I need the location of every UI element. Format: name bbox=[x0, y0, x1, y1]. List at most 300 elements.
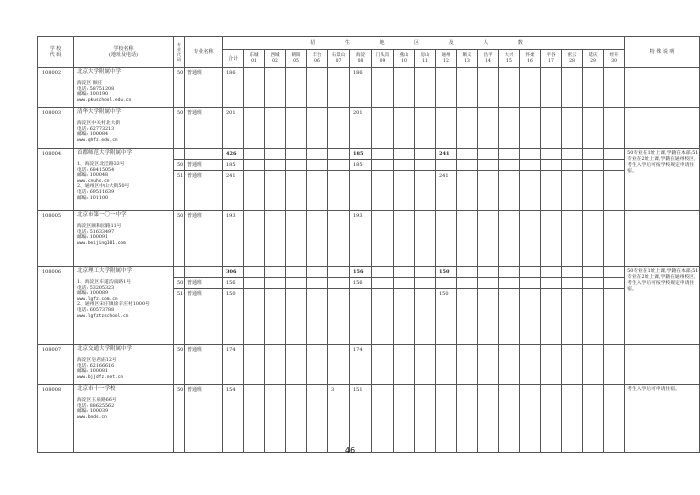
region-count-mentougou bbox=[372, 108, 394, 149]
region-name: 石景山 bbox=[331, 53, 346, 58]
major-code: 50 bbox=[174, 160, 185, 171]
col-region-28 bbox=[562, 50, 583, 68]
region-count-fangshan bbox=[415, 149, 436, 160]
region-count-dongcheng bbox=[244, 211, 265, 267]
region-count-daxing bbox=[499, 345, 520, 385]
region-count-shijingshan bbox=[328, 160, 350, 171]
col-total: 合计 bbox=[223, 50, 244, 68]
region-count-yanshan bbox=[394, 108, 415, 149]
region-count-yanshan bbox=[394, 345, 415, 385]
region-count-pinggu bbox=[541, 289, 562, 345]
region-count-mentougou bbox=[372, 149, 394, 160]
school-website[interactable]: www.bjjdfz.net.cn bbox=[77, 374, 124, 380]
col-region-02 bbox=[265, 50, 286, 68]
region-count-yanshan bbox=[394, 289, 415, 345]
school-info-line: 电话: 58751208 bbox=[77, 86, 115, 92]
col-region-09 bbox=[372, 50, 394, 68]
region-count-fengtai bbox=[307, 289, 328, 345]
region-count-fengtai bbox=[307, 160, 328, 171]
region-count-haidian: 156 bbox=[350, 278, 372, 289]
school-info-line: 海淀区颐和园路11号 bbox=[77, 224, 122, 229]
region-code: 08 bbox=[357, 58, 364, 64]
region-name: 海淀 bbox=[356, 53, 365, 58]
region-count-jingkai bbox=[604, 108, 625, 149]
region-count-huairou bbox=[520, 267, 541, 278]
region-count-shijingshan bbox=[328, 171, 350, 211]
region-count-changping bbox=[478, 211, 499, 267]
region-name: 顺义 bbox=[462, 53, 472, 58]
region-count-shunyi bbox=[457, 160, 478, 171]
school-info-line: 2、通州区宋庄镇徐辛庄村1000号 bbox=[77, 302, 150, 308]
region-count-xicheng bbox=[265, 68, 286, 108]
region-code: 01 bbox=[251, 58, 257, 64]
region-count-tongzhou bbox=[436, 345, 457, 385]
region-count-fengtai bbox=[307, 267, 328, 278]
region-count-miyun bbox=[562, 149, 583, 160]
col-region-29 bbox=[583, 50, 604, 68]
region-count-huairou bbox=[520, 149, 541, 160]
region-count-fangshan bbox=[415, 211, 436, 267]
school-name-cell bbox=[74, 149, 174, 211]
region-count-jingkai bbox=[604, 211, 625, 267]
region-code: 15 bbox=[506, 58, 512, 64]
school-info-line: 邮编: 100039 bbox=[77, 409, 109, 415]
region-count-changping bbox=[478, 160, 499, 171]
region-count-shunyi bbox=[457, 345, 478, 385]
school-name: 北京市十一学校 bbox=[77, 386, 116, 392]
region-count-dongcheng bbox=[244, 345, 265, 385]
special-note bbox=[625, 345, 700, 385]
region-code: 07 bbox=[335, 58, 342, 64]
region-count-yanqing bbox=[583, 289, 604, 345]
region-count-yanshan bbox=[394, 160, 415, 171]
school-name: 北京市第一〇一中学 bbox=[77, 212, 127, 218]
region-count-daxing bbox=[499, 289, 520, 345]
region-count-tongzhou bbox=[436, 108, 457, 149]
region-count-xicheng bbox=[265, 278, 286, 289]
major-name: 普通班 bbox=[185, 211, 223, 267]
school-name: 首都师范大学附属中学 bbox=[77, 150, 133, 156]
region-code: 12 bbox=[443, 58, 449, 64]
region-count-shunyi bbox=[457, 68, 478, 108]
special-note bbox=[625, 108, 700, 149]
region-count-jingkai bbox=[604, 171, 625, 211]
region-name: 怀柔 bbox=[525, 53, 535, 58]
region-code: 06 bbox=[314, 58, 320, 64]
region-name: 密云 bbox=[567, 53, 577, 58]
region-count-jingkai bbox=[604, 68, 625, 108]
region-count-jingkai bbox=[604, 149, 625, 160]
school-code: 108004 bbox=[38, 149, 74, 211]
total-count: 185 bbox=[223, 160, 244, 171]
region-count-chaoyang bbox=[286, 267, 307, 278]
region-count-pinggu bbox=[541, 267, 562, 278]
region-count-dongcheng bbox=[244, 278, 265, 289]
region-count-haidian: 151 bbox=[350, 385, 372, 453]
region-count-yanshan bbox=[394, 211, 415, 267]
region-count-yanshan bbox=[394, 267, 415, 278]
col-region-06 bbox=[307, 50, 328, 68]
table-row bbox=[38, 345, 700, 385]
region-count-yanshan bbox=[394, 385, 415, 453]
region-count-shunyi bbox=[457, 149, 478, 160]
region-count-fangshan bbox=[415, 289, 436, 345]
school-website[interactable]: www.cnuhs.cn bbox=[77, 178, 110, 184]
region-count-fengtai bbox=[307, 108, 328, 149]
region-code: 09 bbox=[379, 58, 386, 64]
col-major-code: 专业代码 bbox=[174, 37, 185, 68]
region-count-fengtai bbox=[307, 171, 328, 211]
region-count-pinggu bbox=[541, 149, 562, 160]
region-count-daxing bbox=[499, 278, 520, 289]
col-region-15 bbox=[499, 50, 520, 68]
school-code: 108006 bbox=[38, 267, 74, 345]
special-note bbox=[625, 68, 700, 108]
school-info-line: 1、海淀区北洼路33号 bbox=[77, 162, 125, 167]
school-name-cell bbox=[74, 108, 174, 149]
region-count-miyun bbox=[562, 68, 583, 108]
major-code bbox=[174, 267, 185, 278]
school-website[interactable]: www.pkuschool.edu.cn bbox=[77, 97, 132, 103]
special-note: 考生入学后可申请住宿。 bbox=[625, 385, 700, 453]
region-count-tongzhou bbox=[436, 385, 457, 453]
region-count-chaoyang bbox=[286, 385, 307, 453]
total-count: 174 bbox=[223, 345, 244, 385]
region-count-daxing bbox=[499, 108, 520, 149]
region-count-chaoyang bbox=[286, 68, 307, 108]
region-count-daxing bbox=[499, 149, 520, 160]
page-number: 46 bbox=[344, 446, 356, 455]
region-count-changping bbox=[478, 171, 499, 211]
region-count-haidian: 193 bbox=[350, 211, 372, 267]
region-count-huairou bbox=[520, 211, 541, 267]
region-count-miyun bbox=[562, 171, 583, 211]
region-count-chaoyang bbox=[286, 149, 307, 160]
major-code bbox=[174, 149, 185, 160]
region-count-miyun bbox=[562, 211, 583, 267]
region-count-yanqing bbox=[583, 160, 604, 171]
major-code: 51 bbox=[174, 289, 185, 345]
school-website[interactable]: www.lgfztzschool.cn bbox=[77, 313, 129, 319]
school-info-line: 海淀区中关村北大街 bbox=[77, 121, 121, 126]
region-count-mentougou bbox=[372, 211, 394, 267]
table-row bbox=[38, 149, 700, 160]
region-count-shijingshan: 3 bbox=[328, 385, 350, 453]
col-region-01 bbox=[244, 50, 265, 68]
region-count-chaoyang bbox=[286, 278, 307, 289]
region-code: 02 bbox=[272, 58, 278, 64]
major-name: 普通班 bbox=[185, 108, 223, 149]
region-count-fengtai bbox=[307, 211, 328, 267]
region-count-fangshan bbox=[415, 278, 436, 289]
region-count-shunyi bbox=[457, 267, 478, 278]
region-count-miyun bbox=[562, 160, 583, 171]
region-count-miyun bbox=[562, 278, 583, 289]
total-count: 201 bbox=[223, 108, 244, 149]
region-count-pinggu bbox=[541, 171, 562, 211]
region-count-jingkai bbox=[604, 160, 625, 171]
region-count-fengtai bbox=[307, 68, 328, 108]
region-count-yanshan bbox=[394, 68, 415, 108]
col-region-16 bbox=[520, 50, 541, 68]
region-name: 西城 bbox=[270, 53, 280, 58]
region-count-fangshan bbox=[415, 68, 436, 108]
region-count-pinggu bbox=[541, 385, 562, 453]
region-count-fengtai bbox=[307, 278, 328, 289]
region-count-jingkai bbox=[604, 289, 625, 345]
region-code: 30 bbox=[611, 58, 617, 64]
region-count-pinggu bbox=[541, 108, 562, 149]
school-code: 108002 bbox=[38, 68, 74, 108]
region-count-daxing bbox=[499, 211, 520, 267]
col-region-07 bbox=[328, 50, 350, 68]
major-name: 普通班 bbox=[185, 171, 223, 211]
region-count-chaoyang bbox=[286, 211, 307, 267]
major-code: 51 bbox=[174, 171, 185, 211]
region-count-dongcheng bbox=[244, 267, 265, 278]
major-code: 50 bbox=[174, 345, 185, 385]
region-count-fangshan bbox=[415, 267, 436, 278]
region-name: 经开 bbox=[609, 53, 619, 58]
region-count-chaoyang bbox=[286, 345, 307, 385]
region-count-xicheng bbox=[265, 267, 286, 278]
school-info-line: 电话: 88625562 bbox=[77, 403, 115, 409]
region-count-xicheng bbox=[265, 211, 286, 267]
major-code: 50 bbox=[174, 68, 185, 108]
col-school-code: 学 校 代 码 bbox=[38, 37, 74, 68]
school-info-line: 海淀区皂君庙12号 bbox=[77, 358, 117, 363]
region-count-mentougou bbox=[372, 68, 394, 108]
region-count-daxing bbox=[499, 160, 520, 171]
region-count-shunyi bbox=[457, 171, 478, 211]
school-info-line: 海淀区 颐庄 bbox=[77, 81, 103, 86]
region-count-shunyi bbox=[457, 289, 478, 345]
region-count-dongcheng bbox=[244, 149, 265, 160]
region-count-chaoyang bbox=[286, 289, 307, 345]
region-count-mentougou bbox=[372, 160, 394, 171]
region-count-chaoyang bbox=[286, 160, 307, 171]
special-note: 50专业在1址上课,学籍在本部;51专业在2址上课,学籍在通州校区,考生入学后可按学校规定申请住宿。 bbox=[625, 149, 700, 211]
major-code: 50 bbox=[174, 278, 185, 289]
col-special-note: 特 殊 说 明 bbox=[625, 37, 700, 68]
col-region-group: 招 生 地 区 及 人 数 bbox=[223, 37, 625, 50]
school-name-cell bbox=[74, 68, 174, 108]
region-name: 通州 bbox=[441, 53, 451, 58]
region-count-haidian: 174 bbox=[350, 345, 372, 385]
school-info-line: 邮编: 100091 bbox=[77, 235, 109, 241]
school-website[interactable]: www.bnds.cn bbox=[77, 414, 107, 420]
region-count-haidian bbox=[350, 289, 372, 345]
region-code: 28 bbox=[569, 58, 575, 64]
enrollment-table bbox=[37, 36, 700, 453]
col-school-name: 学校名称 (地址及电话) bbox=[74, 37, 174, 68]
total-count: 154 bbox=[223, 385, 244, 453]
school-info-line: 邮编: 100048 bbox=[77, 173, 109, 179]
school-code: 108007 bbox=[38, 345, 74, 385]
major-code: 50 bbox=[174, 211, 185, 267]
table-row bbox=[38, 267, 700, 278]
region-count-changping bbox=[478, 68, 499, 108]
region-count-dongcheng bbox=[244, 68, 265, 108]
region-count-huairou bbox=[520, 160, 541, 171]
school-info-line: 邮编: 100081 bbox=[77, 369, 109, 375]
school-info-line: 1、海淀区车道沟南路1号 bbox=[77, 280, 132, 285]
region-count-yanshan bbox=[394, 149, 415, 160]
region-count-changping bbox=[478, 345, 499, 385]
region-count-huairou bbox=[520, 171, 541, 211]
col-region-12 bbox=[436, 50, 457, 68]
region-count-huairou bbox=[520, 68, 541, 108]
region-count-mentougou bbox=[372, 278, 394, 289]
table-row bbox=[38, 385, 700, 453]
school-info-line: 电话: 62773213 bbox=[77, 126, 115, 132]
col-major-name: 专业名称 bbox=[185, 37, 223, 68]
region-count-huairou bbox=[520, 345, 541, 385]
region-count-shijingshan bbox=[328, 68, 350, 108]
school-name: 北京理工大学附属中学 bbox=[77, 268, 133, 274]
region-count-shunyi bbox=[457, 108, 478, 149]
region-count-changping bbox=[478, 278, 499, 289]
region-name: 燕山 bbox=[399, 53, 409, 58]
region-count-xicheng bbox=[265, 149, 286, 160]
region-count-chaoyang bbox=[286, 108, 307, 149]
region-count-yanqing bbox=[583, 149, 604, 160]
total-count: 241 bbox=[223, 171, 244, 211]
region-name: 朝阳 bbox=[291, 53, 301, 58]
region-count-dongcheng bbox=[244, 108, 265, 149]
region-count-dongcheng bbox=[244, 385, 265, 453]
region-code: 17 bbox=[548, 58, 554, 64]
region-count-yanqing bbox=[583, 385, 604, 453]
major-name: 普通班 bbox=[185, 345, 223, 385]
region-count-yanqing bbox=[583, 68, 604, 108]
school-name: 清华大学附属中学 bbox=[77, 109, 122, 115]
school-info-line: 邮编: 100089 bbox=[77, 291, 109, 297]
region-count-mentougou bbox=[372, 267, 394, 278]
region-count-xicheng bbox=[265, 385, 286, 453]
school-code: 108008 bbox=[38, 385, 74, 453]
region-count-dongcheng bbox=[244, 160, 265, 171]
region-count-yanqing bbox=[583, 108, 604, 149]
school-info-line: 邮编: 101100 bbox=[77, 195, 109, 201]
school-website[interactable]: www.beijing101.com bbox=[77, 240, 126, 246]
region-count-shijingshan bbox=[328, 267, 350, 278]
region-count-miyun bbox=[562, 385, 583, 453]
region-code: 11 bbox=[422, 58, 428, 64]
region-count-yanshan bbox=[394, 278, 415, 289]
region-count-pinggu bbox=[541, 345, 562, 385]
region-count-haidian: 185 bbox=[350, 160, 372, 171]
major-name: 普通班 bbox=[185, 289, 223, 345]
total-count: 193 bbox=[223, 211, 244, 267]
col-region-05 bbox=[286, 50, 307, 68]
region-name: 延庆 bbox=[588, 53, 598, 58]
region-count-shijingshan bbox=[328, 211, 350, 267]
total-count: 156 bbox=[223, 278, 244, 289]
region-count-xicheng bbox=[265, 345, 286, 385]
region-count-changping bbox=[478, 289, 499, 345]
region-name: 丰台 bbox=[312, 53, 322, 58]
school-info-line: 电话: 53205323 bbox=[77, 285, 115, 291]
region-count-miyun bbox=[562, 289, 583, 345]
region-code: 14 bbox=[485, 58, 491, 64]
region-count-xicheng bbox=[265, 160, 286, 171]
major-name: 普通班 bbox=[185, 278, 223, 289]
region-count-haidian: 201 bbox=[350, 108, 372, 149]
school-info-line: 电话: 69511639 bbox=[77, 189, 115, 195]
school-website[interactable]: www.lgfz.com.cn bbox=[77, 296, 118, 302]
region-count-jingkai bbox=[604, 345, 625, 385]
total-count: 306 bbox=[223, 267, 244, 278]
school-code: 108003 bbox=[38, 108, 74, 149]
region-count-yanqing bbox=[583, 278, 604, 289]
region-name: 房山 bbox=[420, 53, 430, 58]
region-count-shunyi bbox=[457, 211, 478, 267]
region-count-yanqing bbox=[583, 345, 604, 385]
total-count: 150 bbox=[223, 289, 244, 345]
school-name: 北京交通大学附属中学 bbox=[77, 346, 133, 352]
region-count-tongzhou: 241 bbox=[436, 171, 457, 211]
school-code: 108005 bbox=[38, 211, 74, 267]
region-count-changping bbox=[478, 108, 499, 149]
total-count: 426 bbox=[223, 149, 244, 160]
region-count-fengtai bbox=[307, 345, 328, 385]
school-name-cell bbox=[74, 211, 174, 267]
region-count-tongzhou bbox=[436, 68, 457, 108]
region-count-mentougou bbox=[372, 289, 394, 345]
region-count-fengtai bbox=[307, 149, 328, 160]
school-website[interactable]: www.qhfz.edu.cn bbox=[77, 137, 118, 143]
region-count-huairou bbox=[520, 278, 541, 289]
region-count-mentougou bbox=[372, 171, 394, 211]
region-count-changping bbox=[478, 149, 499, 160]
school-name-cell bbox=[74, 267, 174, 345]
total-count: 186 bbox=[223, 68, 244, 108]
school-info-line: 电话: 68415054 bbox=[77, 167, 115, 173]
region-count-haidian: 156 bbox=[350, 267, 372, 278]
school-info-line: 电话: 60573788 bbox=[77, 307, 115, 313]
col-region-14 bbox=[478, 50, 499, 68]
region-count-shijingshan bbox=[328, 345, 350, 385]
school-name-cell bbox=[74, 345, 174, 385]
major-code: 50 bbox=[174, 385, 185, 453]
col-region-17 bbox=[541, 50, 562, 68]
major-name bbox=[185, 149, 223, 160]
region-count-shijingshan bbox=[328, 289, 350, 345]
region-count-fangshan bbox=[415, 160, 436, 171]
region-code: 29 bbox=[590, 58, 596, 64]
region-count-fangshan bbox=[415, 345, 436, 385]
region-count-xicheng bbox=[265, 108, 286, 149]
region-count-miyun bbox=[562, 345, 583, 385]
col-region-08 bbox=[350, 50, 372, 68]
region-count-miyun bbox=[562, 108, 583, 149]
region-count-shijingshan bbox=[328, 149, 350, 160]
major-name: 普通班 bbox=[185, 385, 223, 453]
region-count-jingkai bbox=[604, 267, 625, 278]
region-count-tongzhou: 241 bbox=[436, 149, 457, 160]
region-count-huairou bbox=[520, 289, 541, 345]
col-region-13 bbox=[457, 50, 478, 68]
region-name: 门头沟 bbox=[375, 53, 390, 58]
region-count-shunyi bbox=[457, 385, 478, 453]
region-count-fangshan bbox=[415, 171, 436, 211]
region-count-pinggu bbox=[541, 160, 562, 171]
region-count-shijingshan bbox=[328, 278, 350, 289]
region-code: 16 bbox=[527, 58, 533, 64]
region-count-changping bbox=[478, 385, 499, 453]
table-row bbox=[38, 211, 700, 267]
